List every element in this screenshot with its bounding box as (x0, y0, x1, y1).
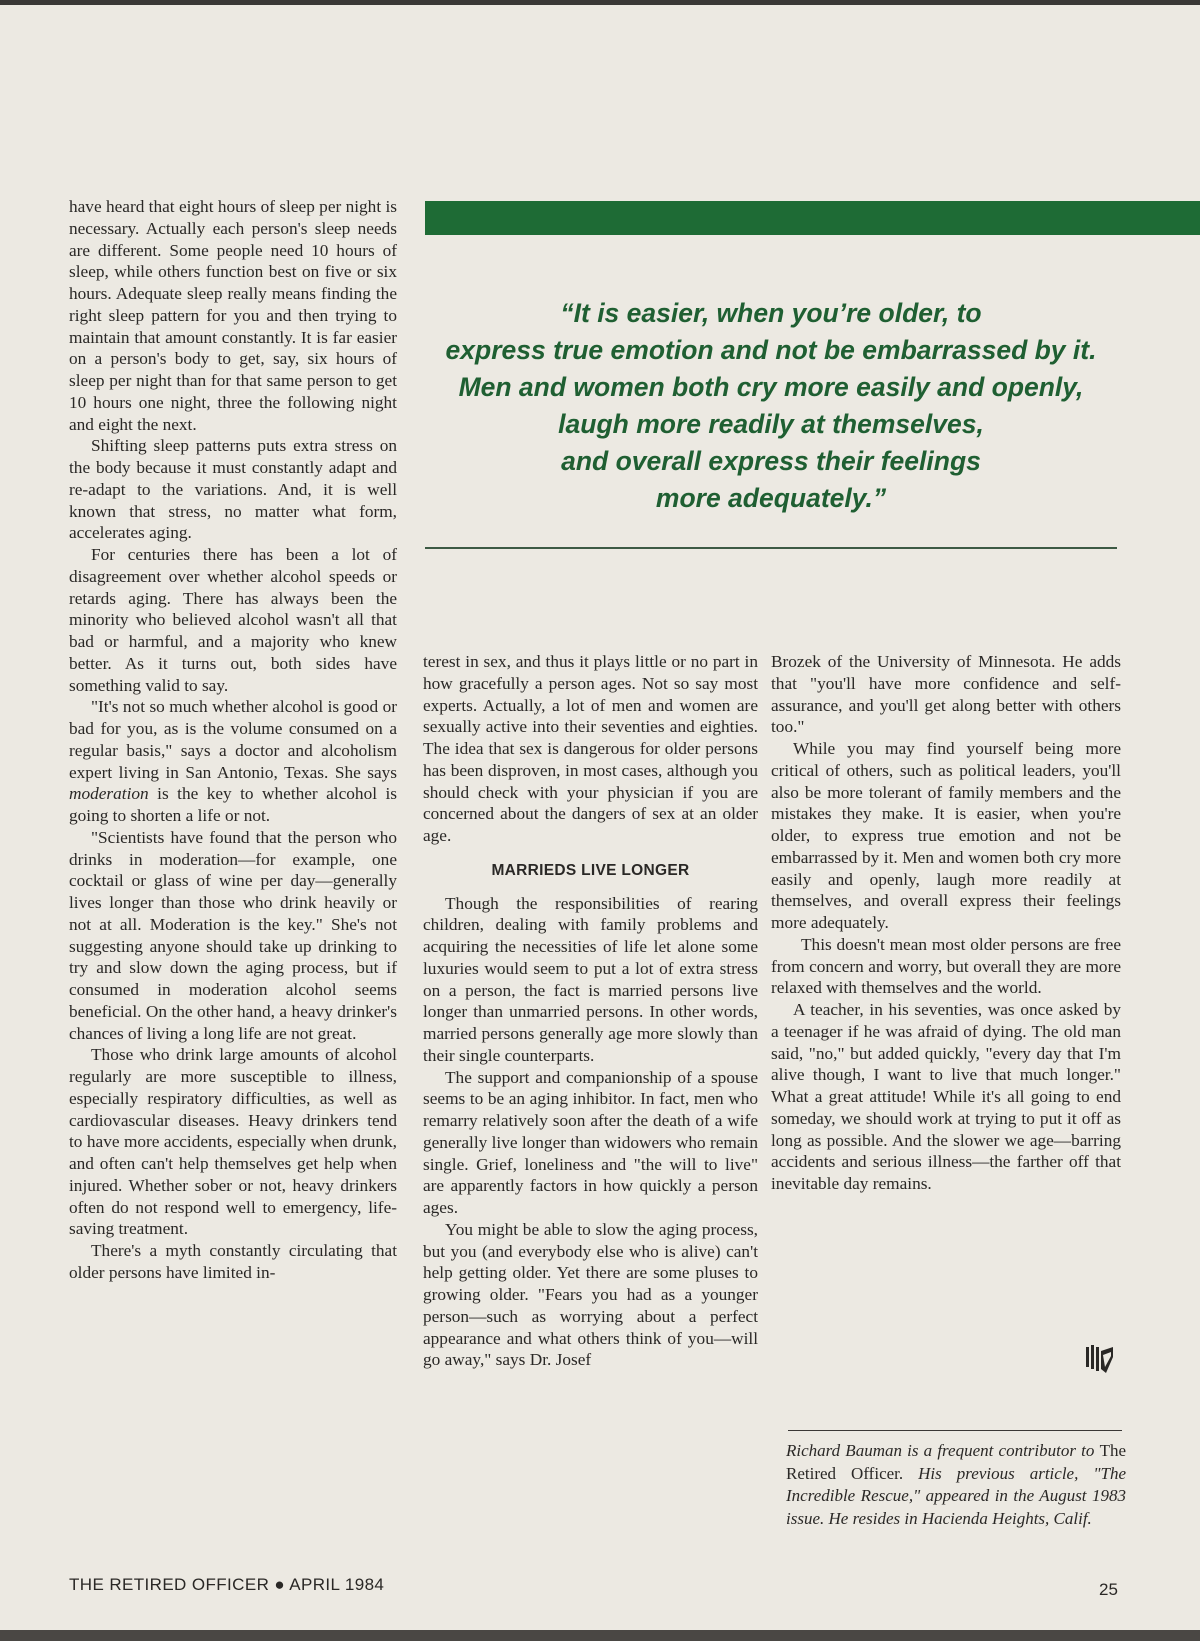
pull-quote-line: and overall express their feelings (561, 446, 981, 476)
paragraph: The support and companionship of a spouse seems to be an aging inhibitor. In fact, men who remarry relatively soon after the death of a wife generally live longer than widowers who remain single. Grief, loneliness and "the will to live" are apparently factors in how quickly a person ages. (423, 1067, 758, 1217)
paragraph: This doesn't mean most older persons are free from concern and worry, but overall they are more relaxed with themselves and the world. (771, 934, 1121, 998)
pull-quote-line: laugh more readily at themselves, (558, 409, 984, 439)
paragraph: have heard that eight hours of sleep per night is necessary. Actually each person's sleep needs are different. Some people need 10 hours of sleep, while others function best on five or six hours. Adequate sleep really means finding the right sleep pattern for you and then trying to maintain that amount constantly. It is far easier on a person's body to get, say, six hours of sleep per night than for that same person to get 10 hours one night, three the following night and eight the next. (69, 197, 397, 434)
paragraph: Those who drink large amounts of alcohol regularly are more susceptible to illness, especially respiratory difficulties, as well as cardiovascular diseases. Heavy drinkers tend to have more accidents, especially when drunk, and often can't help themselves get help when injured. Whether sober or not, heavy drinkers often do not respond well to emergency, life-saving treatment. (69, 1045, 397, 1239)
end-of-article-mark-icon (1084, 1343, 1114, 1377)
paragraph: Brozek of the University of Minnesota. He adds that "you'll have more confidence and self-assurance, and you'll get along better with others too." (771, 652, 1121, 737)
pull-quote-line: more adequately.” (655, 483, 887, 513)
paragraph: You might be able to slow the aging process, but you (and everybody else who is alive) can't help getting older. Yet there are some pluses to growing older. "Fears you had as a younger person—such as worrying about a perfect appearance and what others think of you—will go away," says Dr. Josef (423, 1219, 758, 1370)
paragraph: There's a myth constantly circulating that older persons have limited in- (69, 1241, 397, 1282)
running-footer: THE RETIRED OFFICER ● APRIL 1984 (69, 1575, 385, 1594)
author-bio (786, 1440, 1126, 1530)
bio-text: Richard Bauman is a frequent contributor to (786, 1441, 1095, 1460)
paragraph: While you may find yourself being more critical of others, such as political leaders, you'll also be more tolerant of family members and the mistakes they make. It is easier, when you're older, to express true emotion and not be embarrassed by it. Men and women both cry more easily and openly, laugh more readily at themselves, and overall express their feelings more adequately. (771, 739, 1121, 932)
paragraph: A teacher, in his seventies, was once asked by a teenager if he was afraid of dying. The old man said, "no," but added quickly, "every day that I'm alive though, I want to live that much longer." What a great attitude! While it's all going to end someday, we should work at trying to put it off as long as possible. And the slower we age—barring accidents and serious illness—the farther off that inevitable day remains. (771, 1000, 1121, 1193)
text-run: is the key to whether alcohol is going to shorten a life or not. (69, 784, 397, 825)
top-edge (0, 0, 1200, 5)
bio-divider (788, 1430, 1122, 1431)
paragraph: Though the responsibilities of rearing children, dealing with family problems and acquiring the necessities of life let alone some luxuries would seem to put a lot of extra stress on a person, the fact is married persons live longer than unmarried persons. In other words, married persons generally age more slowly than their single counterparts. (423, 893, 758, 1065)
text-run: "It's not so much whether alcohol is good or bad for you, as is the volume consumed on a regular basis," says a doctor and alcoholism expert living in San Antonio, Texas. She says (69, 697, 397, 782)
article-column-3 (771, 651, 1121, 1195)
paragraph: For centuries there has been a lot of disagreement over whether alcohol speeds or retards aging. There has always been the minority who believed alcohol wasn't all that bad or harmful, and a majority who knew better. As it turns out, both sides have something valid to say. (69, 545, 397, 695)
article-column-1 (69, 196, 397, 1284)
bio-text: His previous article, "The Incredible Rescue," appeared in the August 1983 issue. He resides in Hacienda Heights, Calif. (786, 1463, 1126, 1528)
green-accent-bar (425, 201, 1200, 235)
pull-quote-line: express true emotion and not be embarrassed by it. (445, 335, 1097, 365)
paragraph (69, 696, 397, 827)
page-number: 25 (1099, 1580, 1118, 1599)
section-heading: MARRIEDS LIVE LONGER (491, 861, 690, 879)
paragraph: "Scientists have found that the person who drinks in moderation—for example, one cocktail or glass of wine per day—generally lives longer than those who drink heavily or not at all. Moderation is the key." She's not suggesting anyone should take up drinking to try and slow down the aging process, but if consumed in moderation alcohol seems beneficial. On the other hand, a heavy drinker's chances of living a long life are not great. (69, 827, 397, 1043)
bottom-edge (0, 1630, 1200, 1641)
emphasis: moderation (69, 784, 149, 804)
paragraph: terest in sex, and thus it plays little or no part in how gracefully a person ages. Not so say most experts. Actually, a lot of men and women are sexually active into their seventies and eighties. The idea that sex is dangerous for older persons has been disproven, in most cases, although you should check with your physician if you are concerned about the dangers of sex at an older age. (423, 652, 758, 845)
pull-quote-divider (425, 547, 1117, 549)
article-column-2 (423, 651, 758, 1371)
publication-name: The Retired Officer. (786, 1441, 1126, 1483)
paragraph: Shifting sleep patterns puts extra stress on the body because it must constantly adapt and re-adapt to the variations. And, it is well known that stress, no matter what form, accelerates aging. (69, 436, 397, 543)
pull-quote-line: Men and women both cry more easily and openly, (458, 372, 1084, 402)
pull-quote-line: “It is easier, when you’re older, to (560, 298, 982, 328)
pull-quote (425, 295, 1117, 517)
